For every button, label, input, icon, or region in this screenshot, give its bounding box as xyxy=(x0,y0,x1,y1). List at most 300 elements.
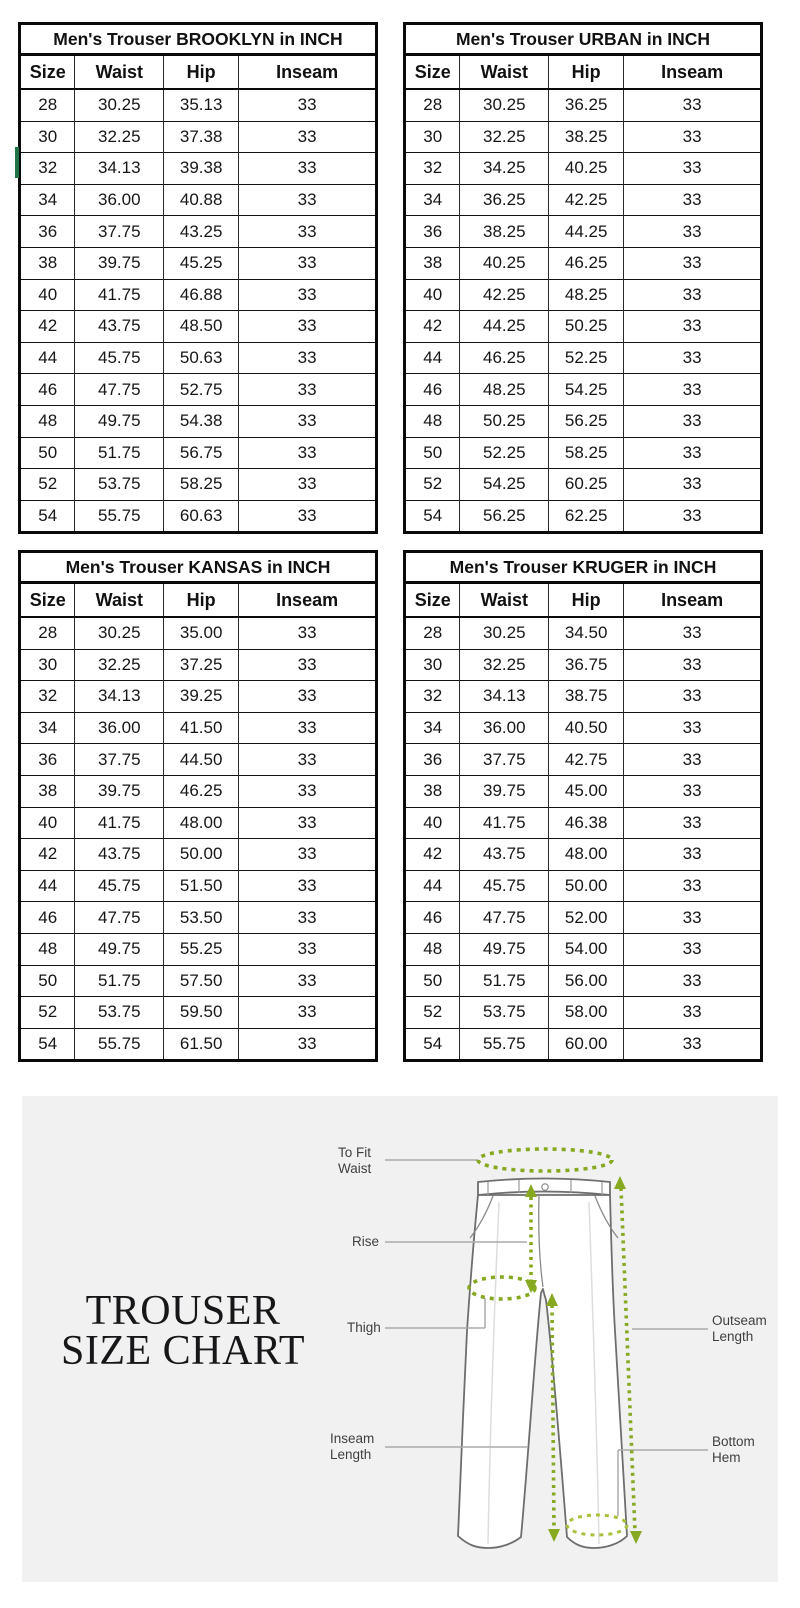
table-cell: 42 xyxy=(21,311,75,343)
table-title: Men's Trouser BROOKLYN in INCH xyxy=(21,25,375,56)
table-cell: 33 xyxy=(624,121,760,153)
table-row xyxy=(406,247,760,279)
table-row xyxy=(21,437,375,469)
table-cell: 41.75 xyxy=(460,807,549,839)
table-row xyxy=(21,712,375,744)
table-cell: 30.25 xyxy=(75,617,164,649)
table-cell: 60.00 xyxy=(549,1028,624,1059)
table-cell: 33 xyxy=(624,870,760,902)
table-cell: 53.75 xyxy=(75,469,164,501)
column-header: Size xyxy=(406,56,460,89)
table-cell: 53.75 xyxy=(75,997,164,1029)
table-row xyxy=(406,469,760,501)
table-cell: 42 xyxy=(21,839,75,871)
table-row xyxy=(21,500,375,531)
label-to-fit-waist: To Fit Waist xyxy=(338,1145,372,1176)
table-cell: 33 xyxy=(624,247,760,279)
table-cell: 33 xyxy=(239,649,375,681)
table-cell: 36.00 xyxy=(75,712,164,744)
table-cell: 33 xyxy=(239,153,375,185)
column-header: Size xyxy=(21,584,75,617)
table-row xyxy=(21,1028,375,1059)
column-header: Size xyxy=(406,584,460,617)
table-cell: 50 xyxy=(406,437,460,469)
column-header: Hip xyxy=(549,584,624,617)
table-cell: 46 xyxy=(406,374,460,406)
table-cell: 47.75 xyxy=(75,374,164,406)
table-cell: 41.50 xyxy=(164,712,239,744)
table-row xyxy=(406,681,760,713)
table-cell: 33 xyxy=(239,342,375,374)
table-row xyxy=(21,342,375,374)
table-row xyxy=(406,807,760,839)
table-cell: 46 xyxy=(21,902,75,934)
table-cell: 48.25 xyxy=(549,279,624,311)
table-cell: 46.25 xyxy=(460,342,549,374)
table-cell: 40 xyxy=(21,807,75,839)
table-row xyxy=(406,437,760,469)
table-cell: 36.25 xyxy=(549,89,624,121)
table-cell: 36 xyxy=(406,216,460,248)
table-cell: 33 xyxy=(624,374,760,406)
table-cell: 54.25 xyxy=(549,374,624,406)
table-cell: 54.38 xyxy=(164,405,239,437)
table-cell: 33 xyxy=(239,807,375,839)
table-cell: 62.25 xyxy=(549,500,624,531)
table-cell: 46 xyxy=(21,374,75,406)
table-cell: 48.50 xyxy=(164,311,239,343)
table-row xyxy=(21,807,375,839)
table-cell: 48.00 xyxy=(164,807,239,839)
table-cell: 40.88 xyxy=(164,184,239,216)
label-rise: Rise xyxy=(352,1234,380,1249)
table-row xyxy=(406,712,760,744)
table-cell: 38.75 xyxy=(549,681,624,713)
table-row xyxy=(21,870,375,902)
table-cell: 46.88 xyxy=(164,279,239,311)
table-cell: 52.75 xyxy=(164,374,239,406)
table-cell: 33 xyxy=(624,311,760,343)
table-row xyxy=(406,933,760,965)
table-cell: 39.75 xyxy=(75,247,164,279)
table-cell: 40.50 xyxy=(549,712,624,744)
table-cell: 33 xyxy=(624,216,760,248)
table-row xyxy=(21,902,375,934)
table-row xyxy=(406,89,760,121)
table-cell: 37.75 xyxy=(75,216,164,248)
table-cell: 43.75 xyxy=(75,839,164,871)
table-cell: 50.25 xyxy=(460,405,549,437)
table-cell: 33 xyxy=(239,121,375,153)
table-cell: 52 xyxy=(406,469,460,501)
table-cell: 56.25 xyxy=(549,405,624,437)
table-cell: 33 xyxy=(624,649,760,681)
table-cell: 33 xyxy=(239,712,375,744)
table-cell: 34 xyxy=(406,712,460,744)
table-row xyxy=(406,839,760,871)
table-cell: 46.25 xyxy=(549,247,624,279)
size-table-brooklyn xyxy=(18,22,378,534)
table-cell: 50.25 xyxy=(549,311,624,343)
table-row xyxy=(406,744,760,776)
table-cell: 46.25 xyxy=(164,775,239,807)
column-header: Hip xyxy=(549,56,624,89)
table-row xyxy=(21,775,375,807)
table-cell: 49.75 xyxy=(460,933,549,965)
table-cell: 52.25 xyxy=(460,437,549,469)
table-cell: 34.13 xyxy=(75,681,164,713)
table-cell: 36.25 xyxy=(460,184,549,216)
table-row xyxy=(21,89,375,121)
size-table-kansas xyxy=(18,550,378,1062)
column-header: Inseam xyxy=(624,56,760,89)
table-row xyxy=(406,649,760,681)
table-row xyxy=(21,216,375,248)
table-cell: 32.25 xyxy=(460,121,549,153)
table-cell: 42.25 xyxy=(549,184,624,216)
table-cell: 33 xyxy=(239,216,375,248)
table-cell: 33 xyxy=(239,405,375,437)
table-cell: 52.25 xyxy=(549,342,624,374)
table-row xyxy=(406,902,760,934)
table-cell: 50 xyxy=(21,965,75,997)
table-cell: 36 xyxy=(406,744,460,776)
table-cell: 60.63 xyxy=(164,500,239,531)
table-title: Men's Trouser URBAN in INCH xyxy=(406,25,760,56)
table-cell: 30 xyxy=(21,121,75,153)
table-cell: 44.25 xyxy=(549,216,624,248)
table-cell: 35.00 xyxy=(164,617,239,649)
table-cell: 36.00 xyxy=(75,184,164,216)
table-cell: 54 xyxy=(21,1028,75,1059)
table-cell: 52.00 xyxy=(549,902,624,934)
table-cell: 39.75 xyxy=(75,775,164,807)
table-cell: 43.25 xyxy=(164,216,239,248)
table-row xyxy=(21,247,375,279)
table-row xyxy=(21,839,375,871)
table-cell: 53.50 xyxy=(164,902,239,934)
table-row xyxy=(406,374,760,406)
table-cell: 33 xyxy=(297,623,317,643)
table-cell: 38 xyxy=(21,775,75,807)
table-row xyxy=(21,374,375,406)
table-cell: 37.75 xyxy=(75,744,164,776)
table-cell: 45.00 xyxy=(549,775,624,807)
table-cell: 28 xyxy=(21,89,75,121)
table-cell: 43.75 xyxy=(460,839,549,871)
table-cell: 58.25 xyxy=(549,437,624,469)
table-cell: 34 xyxy=(406,184,460,216)
table-cell: 33 xyxy=(624,933,760,965)
table-row xyxy=(406,405,760,437)
table-cell: 37.75 xyxy=(460,744,549,776)
header-row xyxy=(406,584,760,617)
table-cell: 33 xyxy=(624,342,760,374)
header-row xyxy=(21,56,375,89)
table-cell: 44 xyxy=(406,870,460,902)
table-row xyxy=(406,216,760,248)
label-thigh: Thigh xyxy=(347,1320,381,1335)
table-cell: 35.13 xyxy=(164,89,239,121)
table-cell: 34 xyxy=(21,712,75,744)
waist-button-icon xyxy=(542,1184,548,1190)
table-cell: 32.25 xyxy=(460,649,549,681)
table-cell: 33 xyxy=(624,775,760,807)
column-header: Size xyxy=(21,56,75,89)
table-cell: 42 xyxy=(406,311,460,343)
table-cell: 30.25 xyxy=(75,89,164,121)
table-cell: 57.50 xyxy=(164,965,239,997)
table-row xyxy=(406,617,760,649)
table-cell: 56.75 xyxy=(164,437,239,469)
header-row xyxy=(21,584,375,617)
table-cell: 30 xyxy=(406,649,460,681)
table-cell: 46 xyxy=(406,902,460,934)
table-cell: 44 xyxy=(21,870,75,902)
table-cell: 38 xyxy=(21,247,75,279)
table-row xyxy=(406,279,760,311)
table-cell: 33 xyxy=(624,681,760,713)
table-cell: 54 xyxy=(21,500,75,531)
table-cell: 58.25 xyxy=(164,469,239,501)
table-cell: 56.25 xyxy=(460,500,549,531)
table-cell: 36 xyxy=(21,216,75,248)
table-cell: 40 xyxy=(406,279,460,311)
table-row xyxy=(406,775,760,807)
table-cell: 32 xyxy=(21,153,75,185)
table-cell: 48 xyxy=(406,405,460,437)
table-cell: 51.75 xyxy=(460,965,549,997)
table-cell: 33 xyxy=(624,902,760,934)
column-header: Inseam xyxy=(239,56,375,89)
table-cell: 38 xyxy=(406,775,460,807)
table-cell: 39.25 xyxy=(164,681,239,713)
table-cell: 54.00 xyxy=(549,933,624,965)
table-cell: 33 xyxy=(239,469,375,501)
size-table xyxy=(21,584,375,1059)
column-header: Inseam xyxy=(624,584,760,617)
table-cell: 28 xyxy=(406,617,460,649)
column-header: Waist xyxy=(75,56,164,89)
table-row xyxy=(21,405,375,437)
table-row xyxy=(406,184,760,216)
table-cell: 45.75 xyxy=(75,870,164,902)
table-cell: 33 xyxy=(624,744,760,776)
table-row xyxy=(21,184,375,216)
table-cell: 50.00 xyxy=(164,839,239,871)
table-cell: 49.75 xyxy=(75,405,164,437)
table-row xyxy=(21,997,375,1029)
table-cell: 36.75 xyxy=(549,649,624,681)
table-cell: 28 xyxy=(406,89,460,121)
table-cell: 34.13 xyxy=(460,681,549,713)
table-cell: 51.75 xyxy=(75,965,164,997)
table-cell: 58.00 xyxy=(549,997,624,1029)
table-cell: 33 xyxy=(624,712,760,744)
table-cell: 50 xyxy=(21,437,75,469)
table-cell: 33 xyxy=(239,184,375,216)
table-row xyxy=(406,311,760,343)
table-cell: 33 xyxy=(624,1028,760,1059)
table-cell: 38.25 xyxy=(460,216,549,248)
table-cell: 30.25 xyxy=(460,617,549,649)
page-title: TROUSER SIZE CHART xyxy=(61,1288,305,1374)
table-row xyxy=(21,121,375,153)
table-cell: 33 xyxy=(239,247,375,279)
table-cell: 34.25 xyxy=(460,153,549,185)
table-title: Men's Trouser KRUGER in INCH xyxy=(406,553,760,584)
table-cell: 37.38 xyxy=(164,121,239,153)
table-cell: 33 xyxy=(624,807,760,839)
table-cell: 41.75 xyxy=(75,279,164,311)
table-cell: 33 xyxy=(239,965,375,997)
table-cell: 54 xyxy=(406,1028,460,1059)
table-cell: 33 xyxy=(682,95,702,115)
table-cell: 54 xyxy=(406,500,460,531)
column-header: Inseam xyxy=(239,584,375,617)
table-cell: 33 xyxy=(682,623,702,643)
table-row xyxy=(21,311,375,343)
table-cell: 55.75 xyxy=(460,1028,549,1059)
table-cell: 55.25 xyxy=(164,933,239,965)
table-cell: 39.38 xyxy=(164,153,239,185)
table-cell: 30 xyxy=(406,121,460,153)
table-cell: 51.75 xyxy=(75,437,164,469)
table-cell: 33 xyxy=(239,1028,375,1059)
table-cell: 33 xyxy=(239,997,375,1029)
size-table-urban xyxy=(403,22,763,534)
table-cell: 53.75 xyxy=(460,997,549,1029)
table-cell: 32 xyxy=(21,681,75,713)
table-cell: 34.50 xyxy=(549,617,624,649)
table-cell: 33 xyxy=(624,405,760,437)
column-header: Waist xyxy=(75,584,164,617)
table-row xyxy=(406,153,760,185)
table-cell: 52 xyxy=(21,997,75,1029)
table-cell: 33 xyxy=(239,681,375,713)
table-cell: 32.25 xyxy=(75,649,164,681)
table-row xyxy=(406,870,760,902)
table-cell: 48.25 xyxy=(460,374,549,406)
table-cell: 33 xyxy=(239,744,375,776)
table-cell: 50.00 xyxy=(549,870,624,902)
table-cell: 61.50 xyxy=(164,1028,239,1059)
table-cell: 43.75 xyxy=(75,311,164,343)
table-cell: 48 xyxy=(406,933,460,965)
column-header: Hip xyxy=(164,584,239,617)
table-row xyxy=(406,965,760,997)
table-row xyxy=(406,342,760,374)
table-cell: 60.25 xyxy=(549,469,624,501)
table-cell: 42 xyxy=(406,839,460,871)
table-cell: 34.13 xyxy=(75,153,164,185)
table-cell: 39.75 xyxy=(460,775,549,807)
table-cell: 44.25 xyxy=(460,311,549,343)
table-cell: 33 xyxy=(624,153,760,185)
table-row xyxy=(21,617,375,649)
table-cell: 40 xyxy=(21,279,75,311)
table-cell: 32.25 xyxy=(75,121,164,153)
table-cell: 49.75 xyxy=(75,933,164,965)
table-cell: 33 xyxy=(624,279,760,311)
table-cell: 50.63 xyxy=(164,342,239,374)
waist-measure-ellipse-icon xyxy=(478,1149,612,1171)
table-cell: 44 xyxy=(406,342,460,374)
header-row xyxy=(406,56,760,89)
table-cell: 33 xyxy=(624,965,760,997)
table-cell: 51.50 xyxy=(164,870,239,902)
table-row xyxy=(21,649,375,681)
table-cell: 32 xyxy=(406,681,460,713)
table-cell: 45.75 xyxy=(75,342,164,374)
column-header: Hip xyxy=(164,56,239,89)
size-table-kruger xyxy=(403,550,763,1062)
table-cell: 34 xyxy=(21,184,75,216)
table-row xyxy=(21,153,375,185)
table-cell: 28 xyxy=(21,617,75,649)
column-header: Waist xyxy=(460,584,549,617)
table-cell: 47.75 xyxy=(460,902,549,934)
label-bottom-hem: Bottom Hem xyxy=(712,1434,755,1465)
table-cell: 32 xyxy=(406,153,460,185)
table-row xyxy=(406,997,760,1029)
table-cell: 40.25 xyxy=(549,153,624,185)
measurement-diagram-panel xyxy=(22,1096,778,1582)
table-cell: 33 xyxy=(239,500,375,531)
table-cell: 52 xyxy=(21,469,75,501)
table-cell: 44 xyxy=(21,342,75,374)
table-cell: 33 xyxy=(624,184,760,216)
table-cell: 33 xyxy=(624,500,760,531)
table-cell: 33 xyxy=(297,95,317,115)
table-cell: 33 xyxy=(239,437,375,469)
table-cell: 33 xyxy=(239,311,375,343)
table-cell: 54.25 xyxy=(460,469,549,501)
table-cell: 33 xyxy=(239,902,375,934)
size-table xyxy=(406,584,760,1059)
table-cell: 30.25 xyxy=(460,89,549,121)
table-cell: 33 xyxy=(624,437,760,469)
table-cell: 33 xyxy=(239,870,375,902)
table-cell: 52 xyxy=(406,997,460,1029)
trouser-outline-icon xyxy=(458,1179,627,1549)
table-cell: 47.75 xyxy=(75,902,164,934)
label-inseam-length: Inseam Length xyxy=(330,1431,375,1462)
table-cell: 30 xyxy=(21,649,75,681)
table-cell: 33 xyxy=(624,469,760,501)
table-row xyxy=(21,744,375,776)
table-cell: 33 xyxy=(624,997,760,1029)
table-cell: 48 xyxy=(21,933,75,965)
table-cell: 33 xyxy=(624,839,760,871)
table-cell: 33 xyxy=(239,279,375,311)
size-table xyxy=(406,56,760,531)
table-cell: 33 xyxy=(239,775,375,807)
table-cell: 55.75 xyxy=(75,500,164,531)
size-table xyxy=(21,56,375,531)
table-row xyxy=(21,965,375,997)
table-cell: 48.00 xyxy=(549,839,624,871)
table-cell: 40 xyxy=(406,807,460,839)
table-cell: 46.38 xyxy=(549,807,624,839)
table-cell: 38.25 xyxy=(549,121,624,153)
table-cell: 44.50 xyxy=(164,744,239,776)
table-row xyxy=(406,121,760,153)
table-cell: 36.00 xyxy=(460,712,549,744)
table-row xyxy=(406,500,760,531)
table-cell: 45.75 xyxy=(460,870,549,902)
table-cell: 55.75 xyxy=(75,1028,164,1059)
